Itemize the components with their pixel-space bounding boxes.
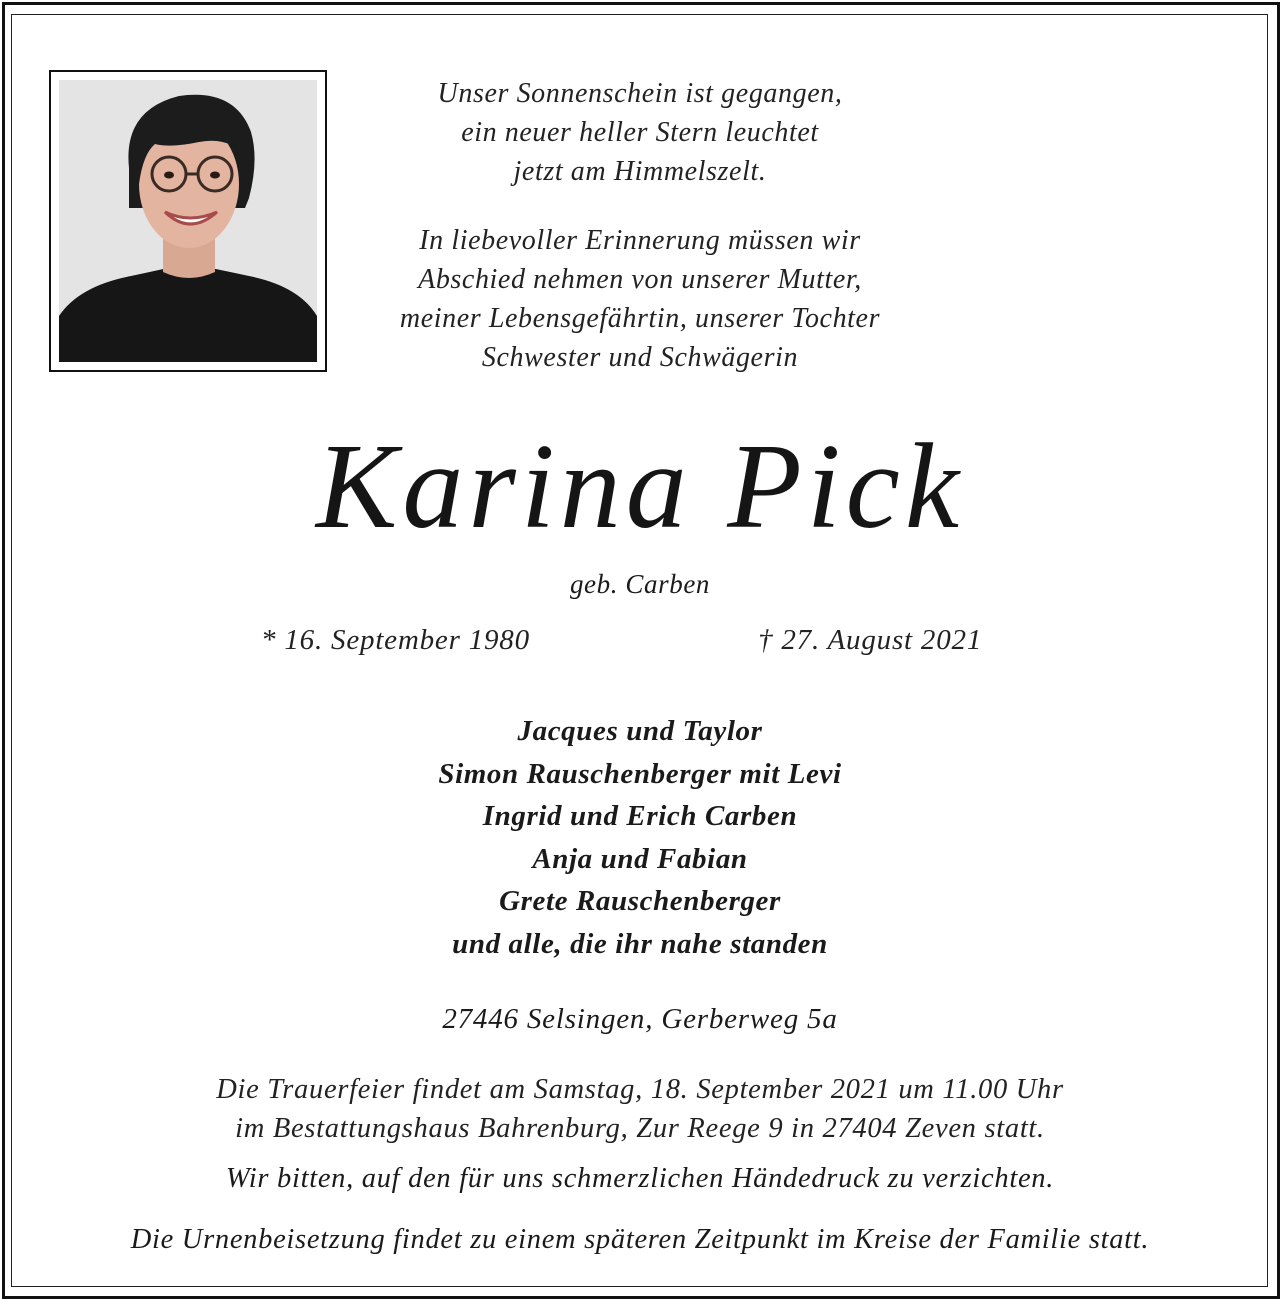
intro-line: Schwester und Schwägerin: [481, 342, 799, 373]
mourner-line: Jacques und Taylor: [517, 715, 763, 747]
birth-name: geb. Carben: [569, 569, 711, 599]
family-address: 27446 Selsingen, Gerberweg 5a: [442, 1003, 838, 1035]
deceased-name: Karina Pick: [316, 419, 964, 554]
poem-block: [340, 74, 940, 191]
mourner-line: Simon Rauschenberger mit Levi: [438, 757, 842, 790]
handshake-note: Wir bitten, auf den für uns schmerzlichen Händedruck zu verzichten.: [225, 1163, 1055, 1194]
poem-line: jetzt am Himmelszelt.: [513, 156, 767, 187]
intro-block: [340, 221, 940, 377]
mourners-list: [0, 710, 1280, 965]
portrait-photo: [49, 70, 327, 372]
death-date: † 27. August 2021: [758, 624, 983, 656]
portrait-image: [59, 80, 317, 362]
intro-line: In liebevoller Erinnerung müssen wir: [419, 225, 861, 256]
funeral-info: [0, 1070, 1280, 1148]
mourner-line: Grete Rauschenberger: [499, 885, 781, 917]
mourner-line: und alle, die ihr nahe standen: [452, 927, 828, 960]
intro-line: Abschied nehmen von unserer Mutter,: [418, 264, 862, 295]
mourner-line: Ingrid und Erich Carben: [482, 800, 798, 832]
urn-burial-note: Die Urnenbeisetzung findet zu einem späteren Zeitpunkt im Kreise der Familie statt.: [130, 1224, 1150, 1255]
funeral-line: Die Trauerfeier findet am Samstag, 18. September 2021 um 11.00 Uhr: [216, 1074, 1064, 1105]
poem-line: ein neuer heller Stern leuchtet: [461, 117, 819, 148]
funeral-line: im Bestattungshaus Bahrenburg, Zur Reege 9 in 27404 Zeven statt.: [235, 1113, 1045, 1144]
poem-line: Unser Sonnenschein ist gegangen,: [437, 78, 843, 109]
mourner-line: Anja und Fabian: [532, 842, 748, 875]
birth-date: * 16. September 1980: [261, 624, 530, 656]
intro-line: meiner Lebensgefährtin, unserer Tochter: [399, 303, 881, 334]
